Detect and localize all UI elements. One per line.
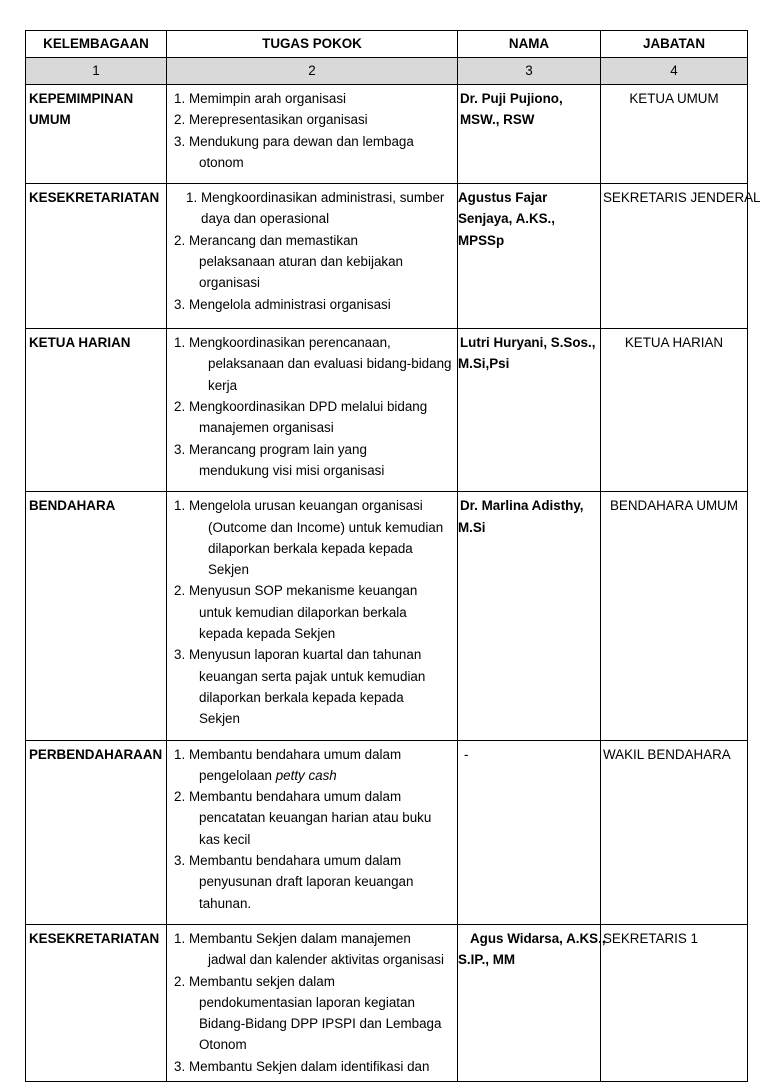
task-text: Menyusun laporan kuartal dan tahunan (189, 647, 422, 663)
nama-text: S.IP., MM (458, 952, 516, 968)
kelembagaan-cell (26, 184, 167, 329)
nama-text: MSW., RSW (460, 112, 535, 128)
header-row (26, 31, 748, 58)
task-number: 1. (174, 746, 186, 762)
table-row (26, 85, 748, 184)
task-text: jadwal dan kalender aktivitas organisasi (208, 952, 444, 968)
table-row (26, 740, 748, 924)
task-text: Mengkoordinasikan DPD melalui bidang (189, 399, 428, 415)
column-number: 4 (601, 58, 748, 85)
nama-text: - (464, 746, 469, 762)
column-number: 2 (167, 58, 458, 85)
task-number: 2. (174, 789, 186, 805)
task-text: Menyusun SOP mekanisme keuangan (189, 583, 418, 599)
header-kelembagaan: KELEMBAGAAN (26, 31, 167, 58)
table-row (26, 329, 748, 492)
task-number: 3. (174, 1058, 186, 1074)
kelembagaan-text: BENDAHARA (29, 498, 116, 514)
task-text: pelaksanaan aturan dan kebijakan (199, 254, 403, 270)
jabatan-cell: BENDAHARA UMUM (601, 492, 748, 740)
nama-cell (458, 740, 601, 924)
task-number: 3. (174, 853, 186, 869)
task-number: 2. (174, 112, 186, 128)
jabatan-cell: SEKRETARIS 1 (601, 924, 748, 1081)
task-text: Sekjen (208, 562, 249, 578)
task-text: untuk kemudian dilaporkan berkala (199, 604, 407, 620)
task-text: keuangan serta pajak untuk kemudian (199, 668, 426, 684)
task-number: 3. (174, 296, 186, 312)
kelembagaan-text: KEPEMIMPINAN (29, 91, 134, 106)
header-jabatan: JABATAN (601, 31, 748, 58)
header-nama: NAMA (458, 31, 601, 58)
task-text: penyusunan draft laporan keuangan (199, 874, 414, 890)
task-text: dilaporkan berkala kepada kepada (208, 540, 413, 556)
kelembagaan-cell (26, 740, 167, 924)
organization-table (25, 30, 761, 1082)
header-tugas-pokok: TUGAS POKOK (167, 31, 458, 58)
nama-cell (458, 329, 601, 492)
task-text: manajemen organisasi (199, 420, 334, 436)
task-number: 2. (174, 973, 186, 989)
task-text: dilaporkan berkala kepada kepada (199, 689, 404, 705)
task-text: Membantu bendahara umum dalam (189, 789, 402, 805)
jabatan-cell: SEKRETARIS JENDERAL (601, 184, 748, 329)
nama-text: Agus Widarsa, A.KS., (470, 930, 606, 946)
task-text: otonom (199, 154, 244, 170)
nama-text: Dr. Puji Pujiono, (460, 91, 563, 106)
task-text: pengelolaan (199, 767, 272, 783)
tugas-pokok-cell (167, 85, 458, 184)
task-text: Otonom (199, 1037, 247, 1053)
kelembagaan-text: KESEKRETARIATAN (29, 190, 160, 206)
table-row (26, 492, 748, 740)
task-text: Mendukung para dewan dan lembaga (189, 133, 414, 149)
task-text: Mengkoordinasikan perencanaan, (189, 335, 391, 351)
task-text: pendokumentasian laporan kegiatan (199, 994, 415, 1010)
jabatan-cell: WAKIL BENDAHARA (601, 740, 748, 924)
task-text: tahunan. (199, 895, 252, 911)
nama-cell (458, 85, 601, 184)
jabatan-cell: KETUA HARIAN (601, 329, 748, 492)
task-number: 3. (174, 133, 186, 149)
tugas-pokok-cell (167, 184, 458, 329)
task-text: Merepresentasikan organisasi (189, 112, 368, 128)
nama-text: M.Si,Psi (458, 356, 510, 372)
jabatan-cell: KETUA UMUM (601, 85, 748, 184)
task-text: kerja (208, 377, 238, 393)
task-number: 3. (174, 647, 186, 663)
task-number: 2. (174, 232, 186, 248)
task-text-italic: petty cash (275, 767, 337, 783)
task-text: Membantu Sekjen dalam identifikasi dan (189, 1058, 430, 1074)
tugas-pokok-cell (167, 924, 458, 1081)
task-text: kas kecil (199, 831, 251, 847)
task-text: Membantu Sekjen dalam manajemen (189, 930, 411, 946)
task-text: organisasi (199, 275, 261, 291)
column-number: 1 (26, 58, 167, 85)
task-text: Merancang dan memastikan (189, 232, 358, 248)
task-text: pencatatan keuangan harian atau buku (199, 810, 432, 826)
task-text: daya dan operasional (201, 211, 330, 227)
task-text: Bidang-Bidang DPP IPSPI dan Lembaga (199, 1016, 442, 1032)
column-number: 3 (458, 58, 601, 85)
nama-cell (458, 924, 606, 1081)
task-text: Membantu sekjen dalam (189, 973, 335, 989)
nama-text: Lutri Huryani, S.Sos., (460, 335, 596, 351)
task-text: mendukung visi misi organisasi (199, 462, 385, 478)
task-text: Membantu bendahara umum dalam (189, 746, 402, 762)
task-text: Mengelola administrasi organisasi (189, 296, 391, 312)
kelembagaan-cell (26, 492, 167, 740)
kelembagaan-cell (26, 85, 167, 184)
nama-text: Agustus Fajar (458, 190, 548, 206)
task-text: Memimpin arah organisasi (189, 91, 347, 106)
nama-text: M.Si (458, 519, 486, 535)
task-number: 2. (174, 399, 186, 415)
task-text: pelaksanaan dan evaluasi bidang-bidang (208, 356, 452, 372)
nama-text: Dr. Marlina Adisthy, (460, 498, 584, 514)
task-number: 2. (174, 583, 186, 599)
kelembagaan-cell (26, 924, 167, 1081)
nama-cell (458, 492, 601, 740)
column-number-row (26, 58, 748, 85)
nama-text: MPSSp (458, 232, 505, 248)
table-row (26, 184, 748, 329)
kelembagaan-text: KESEKRETARIATAN (29, 930, 160, 946)
nama-text: Senjaya, A.KS., (458, 211, 555, 227)
task-text-line (189, 765, 453, 786)
task-text: Merancang program lain yang (189, 441, 367, 457)
task-text: Membantu bendahara umum dalam (189, 853, 402, 869)
kelembagaan-text: UMUM (29, 112, 71, 128)
task-number: 1. (174, 930, 186, 946)
tugas-pokok-cell (167, 740, 458, 924)
task-text: Mengkoordinasikan administrasi, sumber (201, 190, 445, 206)
task-number: 1. (174, 498, 186, 514)
task-text: Sekjen (199, 711, 240, 727)
task-number: 1. (186, 190, 198, 206)
kelembagaan-cell (26, 329, 167, 492)
task-number: 1. (174, 91, 186, 106)
tugas-pokok-cell (167, 329, 458, 492)
task-text: (Outcome dan Income) untuk kemudian (208, 519, 444, 535)
kelembagaan-text: KETUA HARIAN (29, 335, 131, 351)
tugas-pokok-cell (167, 492, 458, 740)
task-text: Mengelola urusan keuangan organisasi (189, 498, 423, 514)
kelembagaan-text: PERBENDAHARAAN (29, 746, 163, 762)
nama-cell (458, 184, 601, 329)
task-number: 1. (174, 335, 186, 351)
task-text: kepada kepada Sekjen (199, 626, 336, 642)
task-number: 3. (174, 441, 186, 457)
table-row (26, 924, 748, 1081)
